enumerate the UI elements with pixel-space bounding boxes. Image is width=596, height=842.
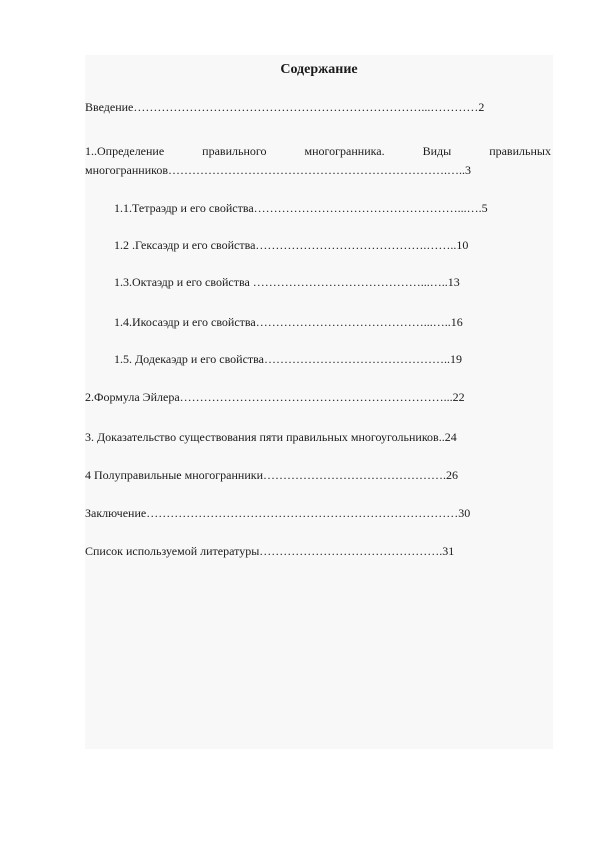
toc-entry-references: Список используемой литературы……………………………………….31 (85, 544, 455, 558)
toc-entry-1-word: правильных (489, 144, 551, 158)
toc-entry-introduction: Введение………………………………………………………………...…………2 (85, 100, 485, 114)
toc-content-area (85, 55, 553, 749)
toc-entry-1-word: многогранника. (304, 144, 385, 158)
toc-entry-2: 2.Формула Эйлера…………………………………………………………...22 (85, 390, 465, 404)
toc-entry-1-2: 1.2 .Гексаэдр и его свойства…………………………………….……..10 (114, 238, 469, 252)
toc-entry-1-heading (85, 143, 551, 159)
toc-entry-3: 3. Доказательство существования пяти правильных многоугольников..24 (85, 430, 457, 444)
toc-title: Содержание (280, 62, 358, 77)
toc-entry-1-3: 1.3.Октаэдр и его свойства ……………………………………...…..13 (114, 275, 460, 289)
toc-entry-1-word: правильного (202, 144, 267, 158)
toc-entry-conclusion: Заключение……………………………………………………………………30 (85, 506, 471, 520)
toc-entry-1-continuation: многогранников…………………………………………………………….…..3 (85, 163, 472, 177)
toc-entry-1-5: 1.5. Додекаэдр и его свойства………………………………………..19 (114, 352, 462, 366)
toc-entry-1-1: 1.1.Тетраэдр и его свойства……………………………………………...….5 (114, 201, 488, 215)
toc-entry-1-4: 1.4.Икосаэдр и его свойства……………………………………...…..16 (114, 315, 463, 329)
toc-entry-1-word: Виды (422, 144, 452, 158)
toc-entry-4: 4 Полуправильные многогранники……………………………………….26 (85, 468, 459, 482)
toc-entry-1-word: 1..Определение (85, 144, 165, 158)
